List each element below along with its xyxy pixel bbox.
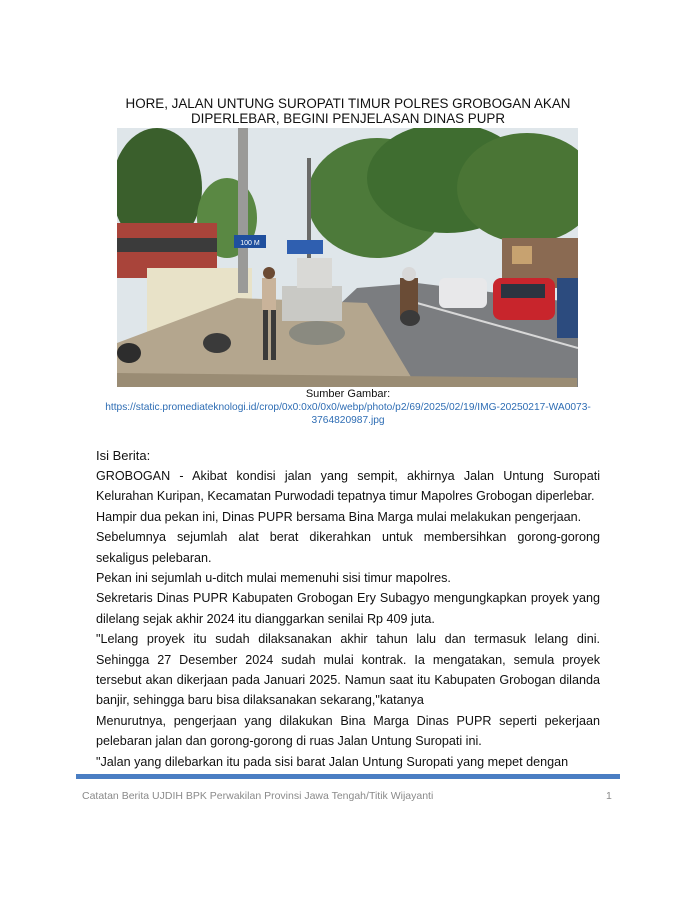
paragraph: GROBOGAN - Akibat kondisi jalan yang sempit, akhirnya Jalan Untung Suropati Kelurahan Kuripan, Kecamatan Purwodadi tepatnya timur Mapolres Grobogan diperlebar. [96, 469, 600, 504]
section-heading: Isi Berita: [96, 448, 151, 463]
paragraph: Hampir dua pekan ini, Dinas PUPR bersama Bina Marga mulai melakukan pengerjaan. [96, 509, 582, 524]
paragraph: "Lelang proyek itu sudah dilaksanakan akhir tahun lalu dan termasuk lelang dini. Sehingga 27 Desember 2024 sudah mulai kontrak. Ia mengatakan, semula proyek tersebut akan dikerjaan pada Januari 2025. Namun saat itu Kabupaten Grobogan dilanda banjir, sehingga baru bisa dilaksanakan sekarang,"katanya [96, 632, 600, 708]
paragraph: Menurutnya, pengerjaan yang dilakukan Bina Marga Dinas PUPR seperti pekerjaan pelebaran jalan dan gorong-gorong di ruas Jalan Untung Suropati ini. [96, 713, 600, 749]
footer-text: Catatan Berita UJDIH BPK Perwakilan Provinsi Jawa Tengah/Titik Wijayanti [82, 790, 434, 802]
page-number: 1 [606, 790, 612, 802]
footer-divider [76, 774, 620, 779]
paragraph: Sekretaris Dinas PUPR Kabupaten Grobogan Ery Subagyo mengungkapkan proyek yang dilelang sejak akhir 2024 itu dianggarkan senilai Rp 409 juta. [96, 591, 600, 626]
article-body [96, 466, 600, 772]
image-source-link[interactable]: https://static.promediateknologi.id/crop/0x0:0x0/0x0/webp/photo/p2/69/2025/02/19/IMG-20250217-WA0073-3764820987.jpg [105, 402, 591, 426]
road-sign-text: 100 M [240, 240, 260, 247]
document-title: HORE, JALAN UNTUNG SUROPATI TIMUR POLRES GROBOGAN AKAN DIPERLEBAR, BEGINI PENJELASAN DINAS PUPR [125, 96, 571, 126]
image-caption-label: Sumber Gambar: [305, 388, 391, 400]
news-photo [117, 128, 578, 387]
paragraph: Sebelumnya sejumlah alat berat dikerahkan untuk membersihkan gorong-gorong sekaligus pelebaran. [96, 530, 600, 565]
paragraph: "Jalan yang dilebarkan itu pada sisi barat Jalan Untung Suropati yang mepet dengan [96, 754, 569, 769]
paragraph: Pekan ini sejumlah u-ditch mulai memenuhi sisi timur mapolres. [96, 571, 451, 586]
